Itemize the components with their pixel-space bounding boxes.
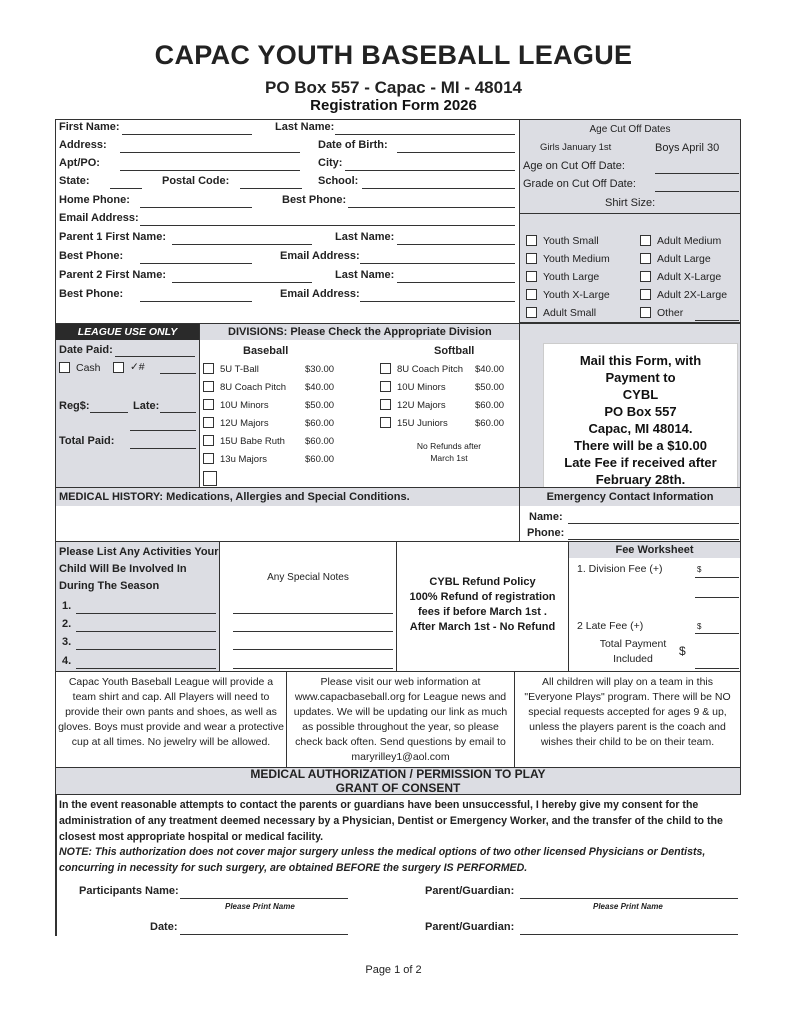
school-field[interactable] (362, 188, 515, 189)
special-notes-field[interactable] (233, 649, 393, 650)
check-checkbox[interactable] (113, 362, 124, 373)
date-field[interactable] (180, 934, 348, 935)
dob-field[interactable] (397, 152, 515, 153)
total-payment-dollar: $ (679, 644, 686, 658)
division-baseball-checkbox[interactable] (203, 399, 214, 410)
division-baseball-name: 10U Minors (220, 400, 269, 411)
page-number: Page 1 of 2 (365, 964, 422, 976)
division-baseball-name: 8U Coach Pitch (220, 382, 287, 393)
parent1-last-label: Last Name: (335, 231, 395, 243)
division-baseball-fee: $40.00 (305, 382, 335, 393)
parent2-last-label: Last Name: (335, 269, 395, 281)
cash-label: Cash (76, 362, 101, 374)
division-softball-name: 15U Juniors (397, 418, 448, 429)
adult-medium-label: Adult Medium (657, 235, 722, 247)
division-softball-checkbox[interactable] (380, 381, 391, 392)
mail-line: CYBL (622, 387, 659, 402)
date-paid-field[interactable] (115, 356, 195, 357)
emergency-phone-label: Phone: (527, 527, 565, 539)
special-notes-section (219, 541, 397, 672)
parent2-email-label: Email Address: (280, 288, 360, 300)
cash-checkbox[interactable] (59, 362, 70, 373)
division-softball-fee: $50.00 (475, 382, 505, 393)
consent-note: NOTE: This authorization does not cover major surgery unless the medical options of two other licensed Physicians or Dentists, concurring in necessity for such surgery, are obtained BEFORE the surgery IS PERFORMED. (59, 846, 706, 874)
consent-body: In the event reasonable attempts to contact the parents or guardians have been unsuccessful, I hereby give my consent for the administration of any treatment deemed necessary by a Physician, Dentist or Emergency Worker, and the transfer of the child to the closest most appropriate hospital or medical facility. (59, 799, 723, 843)
reg-field[interactable] (90, 412, 128, 413)
special-notes-field[interactable] (233, 631, 393, 632)
first-name-field[interactable] (122, 134, 252, 135)
postal-label: Postal Code: (162, 175, 230, 187)
emergency-name-field[interactable] (568, 523, 739, 524)
adult-small-checkbox[interactable] (526, 307, 537, 318)
state-label: State: (59, 175, 90, 187)
parent1-first-field[interactable] (172, 244, 312, 245)
parent1-phone-label: Best Phone: (59, 250, 124, 262)
mail-line: Capac, MI 48014. (588, 421, 693, 436)
division-softball-name: 8U Coach Pitch (397, 364, 464, 375)
parent2-last-field[interactable] (397, 282, 515, 283)
apt-field[interactable] (120, 170, 300, 171)
form-name: Registration Form 2026 (310, 97, 477, 114)
division-baseball-fee: $60.00 (305, 436, 335, 447)
city-field[interactable] (345, 170, 515, 171)
grade-on-cutoff-label: Grade on Cut Off Date: (523, 178, 636, 190)
medical-history-field[interactable] (56, 507, 519, 541)
division-softball-fee: $40.00 (475, 364, 505, 375)
division-softball-fee: $60.00 (475, 400, 505, 411)
parent-guardian-signature-label: Parent/Guardian: (425, 921, 515, 933)
print-name-hint: Please Print Name (225, 902, 295, 911)
division-softball-fee: $60.00 (475, 418, 505, 429)
fee-blank-field[interactable] (695, 597, 739, 598)
emergency-phone-field[interactable] (568, 539, 739, 540)
home-phone-field[interactable] (140, 207, 252, 208)
refund-policy-line: fees if before March 1st . (418, 606, 547, 618)
division-baseball-checkbox[interactable] (203, 435, 214, 446)
parent1-email-field[interactable] (360, 263, 515, 264)
other-size-field[interactable] (695, 320, 739, 321)
division-fee-field[interactable] (695, 577, 739, 578)
parent1-email-label: Email Address: (280, 250, 360, 262)
adult-small-label: Adult Small (543, 307, 597, 319)
best-phone-label: Best Phone: (282, 194, 347, 206)
page-title: CAPAC YOUTH BASEBALL LEAGUE (154, 40, 633, 70)
consent-subtitle: GRANT OF CONSENT (335, 781, 461, 795)
late-fee-dollar: $ (697, 622, 702, 631)
parent-guardian-signature-field[interactable] (520, 934, 738, 935)
activity-number: 4. (62, 655, 72, 667)
dob-label: Date of Birth: (318, 139, 388, 151)
apt-label: Apt/PO: (59, 157, 100, 169)
division-baseball-fee: $30.00 (305, 364, 335, 375)
emergency-contact-title: Emergency Contact Information (546, 491, 714, 503)
best-phone-field[interactable] (348, 207, 515, 208)
refund-policy (396, 575, 569, 635)
consent-title: MEDICAL AUTHORIZATION / PERMISSION TO PLAY (250, 767, 546, 781)
participant-name-label: Participants Name: (79, 885, 179, 897)
total-paid-label: Total Paid: (59, 435, 115, 447)
activity-field[interactable] (76, 631, 216, 632)
youth-small-checkbox[interactable] (526, 235, 537, 246)
late-field[interactable] (160, 412, 196, 413)
other-size-label: Other (657, 307, 684, 319)
parent1-phone-field[interactable] (140, 263, 252, 264)
mail-line: Late Fee if received after (564, 455, 717, 470)
youth-small-label: Youth Small (543, 235, 599, 247)
activity-number: 2. (62, 618, 72, 630)
division-baseball-name: 5U T-Ball (220, 364, 259, 375)
youth-medium-label: Youth Medium (543, 253, 610, 265)
activity-field[interactable] (76, 649, 216, 650)
parent2-first-label: Parent 2 First Name: (59, 269, 166, 281)
league-use-title: LEAGUE USE ONLY (56, 324, 199, 340)
mail-line: Payment to (605, 370, 676, 385)
division-fee-dollar: $ (697, 565, 702, 574)
division-baseball-fee: $60.00 (305, 454, 335, 465)
city-label: City: (318, 157, 343, 169)
last-name-label: Last Name: (275, 121, 335, 133)
division-baseball-fee: $60.00 (305, 418, 335, 429)
home-phone-label: Home Phone: (59, 194, 130, 206)
parent2-phone-label: Best Phone: (59, 288, 124, 300)
equipment-info: Capac Youth Baseball League will provide a team shirt and cap. All Players will need to provide their own pants and shoes, as well as gloves. Boys must provide and wear a protective cup at all times. No jewelry will be allowed. (58, 676, 284, 748)
refund-policy-line: 100% Refund of registration (409, 591, 556, 603)
youth-large-label: Youth Large (543, 271, 600, 283)
first-name-label: First Name: (59, 121, 120, 133)
division-softball-name: 12U Majors (397, 400, 446, 411)
division-softball-checkbox[interactable] (380, 363, 391, 374)
mail-line: PO Box 557 (604, 404, 677, 419)
division-softball-checkbox[interactable] (380, 417, 391, 428)
activity-field[interactable] (76, 613, 216, 614)
adult-xlarge-label: Adult X-Large (657, 271, 722, 283)
parent-guardian-label: Parent/Guardian: (425, 885, 515, 897)
mail-line: There will be a $10.00 (574, 438, 707, 453)
participant-name-field[interactable] (180, 898, 348, 899)
print-name-hint: Please Print Name (593, 902, 663, 911)
division-extra-checkbox[interactable] (203, 471, 217, 486)
other-size-checkbox[interactable] (640, 307, 651, 318)
total-payment-field[interactable] (695, 668, 739, 669)
league-address: PO Box 557 - Capac - MI - 48014 (265, 78, 522, 97)
youth-large-checkbox[interactable] (526, 271, 537, 282)
everyone-plays-info: All children will play on a team in this "Everyone Plays" program. There will be NO special requests accepted for ages 9 & up, unless the players parent is the coach and wishes their child to be on their team. (524, 676, 731, 748)
boys-cutoff: Boys April 30 (655, 142, 720, 154)
postal-field[interactable] (240, 188, 302, 189)
special-notes-title: Any Special Notes (267, 572, 349, 583)
age-cutoff-title: Age Cut Off Dates (589, 124, 671, 135)
website-info: Please visit our web information at www.capacbaseball.org for League news and updates. We will be updating our link as much as possible throughout the year, so please check back often. Send questions by email to maryrilley1@aol.com (293, 676, 508, 763)
parent1-last-field[interactable] (397, 244, 515, 245)
activity-field[interactable] (76, 668, 216, 669)
division-baseball-name: 13u Majors (220, 454, 267, 465)
address-field[interactable] (120, 152, 300, 153)
division-baseball-checkbox[interactable] (203, 363, 214, 374)
email-field[interactable] (140, 225, 515, 226)
emergency-name-label: Name: (529, 511, 563, 523)
late-fee-label: 2 Late Fee (+) (577, 620, 644, 632)
adult-large-checkbox[interactable] (640, 253, 651, 264)
reg-label: Reg$: (59, 400, 90, 412)
division-baseball-name: 12U Majors (220, 418, 269, 429)
mail-line: February 28th. (595, 472, 686, 487)
youth-xlarge-checkbox[interactable] (526, 289, 537, 300)
address-label: Address: (59, 139, 107, 151)
activity-number: 3. (62, 636, 72, 648)
refund-policy-line: After March 1st - No Refund (409, 621, 556, 633)
check-number-field[interactable] (160, 373, 196, 374)
age-on-cutoff-field[interactable] (655, 173, 739, 174)
division-baseball-checkbox[interactable] (203, 381, 214, 392)
date-label: Date: (150, 921, 178, 933)
division-baseball-name: 15U Babe Ruth (220, 436, 285, 447)
medical-history-title: MEDICAL HISTORY: Medications, Allergies and Special Conditions. (59, 491, 410, 503)
no-refunds-note: No Refunds after March 1st (378, 434, 520, 470)
special-notes-field[interactable] (233, 668, 393, 669)
youth-xlarge-label: Youth X-Large (543, 289, 610, 301)
grade-on-cutoff-field[interactable] (655, 191, 739, 192)
total-payment-label: Total Payment Included (599, 638, 667, 665)
division-baseball-checkbox[interactable] (203, 453, 214, 464)
adult-xlarge-checkbox[interactable] (640, 271, 651, 282)
check-label: ✓# (130, 361, 145, 373)
division-baseball-fee: $50.00 (305, 400, 335, 411)
parent2-first-field[interactable] (172, 282, 312, 283)
special-notes-field[interactable] (233, 613, 393, 614)
last-name-field[interactable] (335, 134, 515, 135)
date-paid-label: Date Paid: (59, 344, 113, 356)
division-softball-name: 10U Minors (397, 382, 446, 393)
shirt-size-label: Shirt Size: (605, 197, 656, 209)
reg-subtotal-field[interactable] (130, 430, 196, 431)
baseball-title: Baseball (243, 345, 289, 357)
division-fee-label: 1. Division Fee (+) (577, 563, 663, 575)
activity-number: 1. (62, 600, 72, 612)
adult-2xlarge-checkbox[interactable] (640, 289, 651, 300)
mail-instructions (543, 352, 738, 488)
girls-cutoff: Girls January 1st (540, 142, 612, 153)
divisions-title: DIVISIONS: Please Check the Appropriate Division (228, 326, 492, 338)
email-label: Email Address: (59, 212, 139, 224)
parent2-phone-field[interactable] (140, 301, 252, 302)
softball-title: Softball (434, 345, 475, 357)
adult-large-label: Adult Large (657, 253, 711, 265)
adult-medium-checkbox[interactable] (640, 235, 651, 246)
adult-2xlarge-label: Adult 2X-Large (657, 289, 728, 301)
parent2-email-field[interactable] (360, 301, 515, 302)
division-baseball-checkbox[interactable] (203, 417, 214, 428)
age-on-cutoff-label: Age on Cut Off Date: (523, 160, 625, 172)
division-softball-checkbox[interactable] (380, 399, 391, 410)
refund-policy-title: CYBL Refund Policy (429, 576, 536, 588)
activities-title: Please List Any Activities Your Child Will Be Involved In During The Season (59, 546, 219, 592)
parent-guardian-field[interactable] (520, 898, 738, 899)
fee-worksheet-title: Fee Worksheet (615, 544, 694, 556)
total-paid-field[interactable] (130, 448, 196, 449)
parent1-first-label: Parent 1 First Name: (59, 231, 166, 243)
late-fee-field[interactable] (695, 633, 739, 634)
school-label: School: (318, 175, 359, 187)
mail-line: Mail this Form, with (579, 353, 702, 368)
youth-medium-checkbox[interactable] (526, 253, 537, 264)
state-field[interactable] (110, 188, 142, 189)
consent-left-border (55, 794, 57, 936)
late-label: Late: (133, 400, 160, 412)
